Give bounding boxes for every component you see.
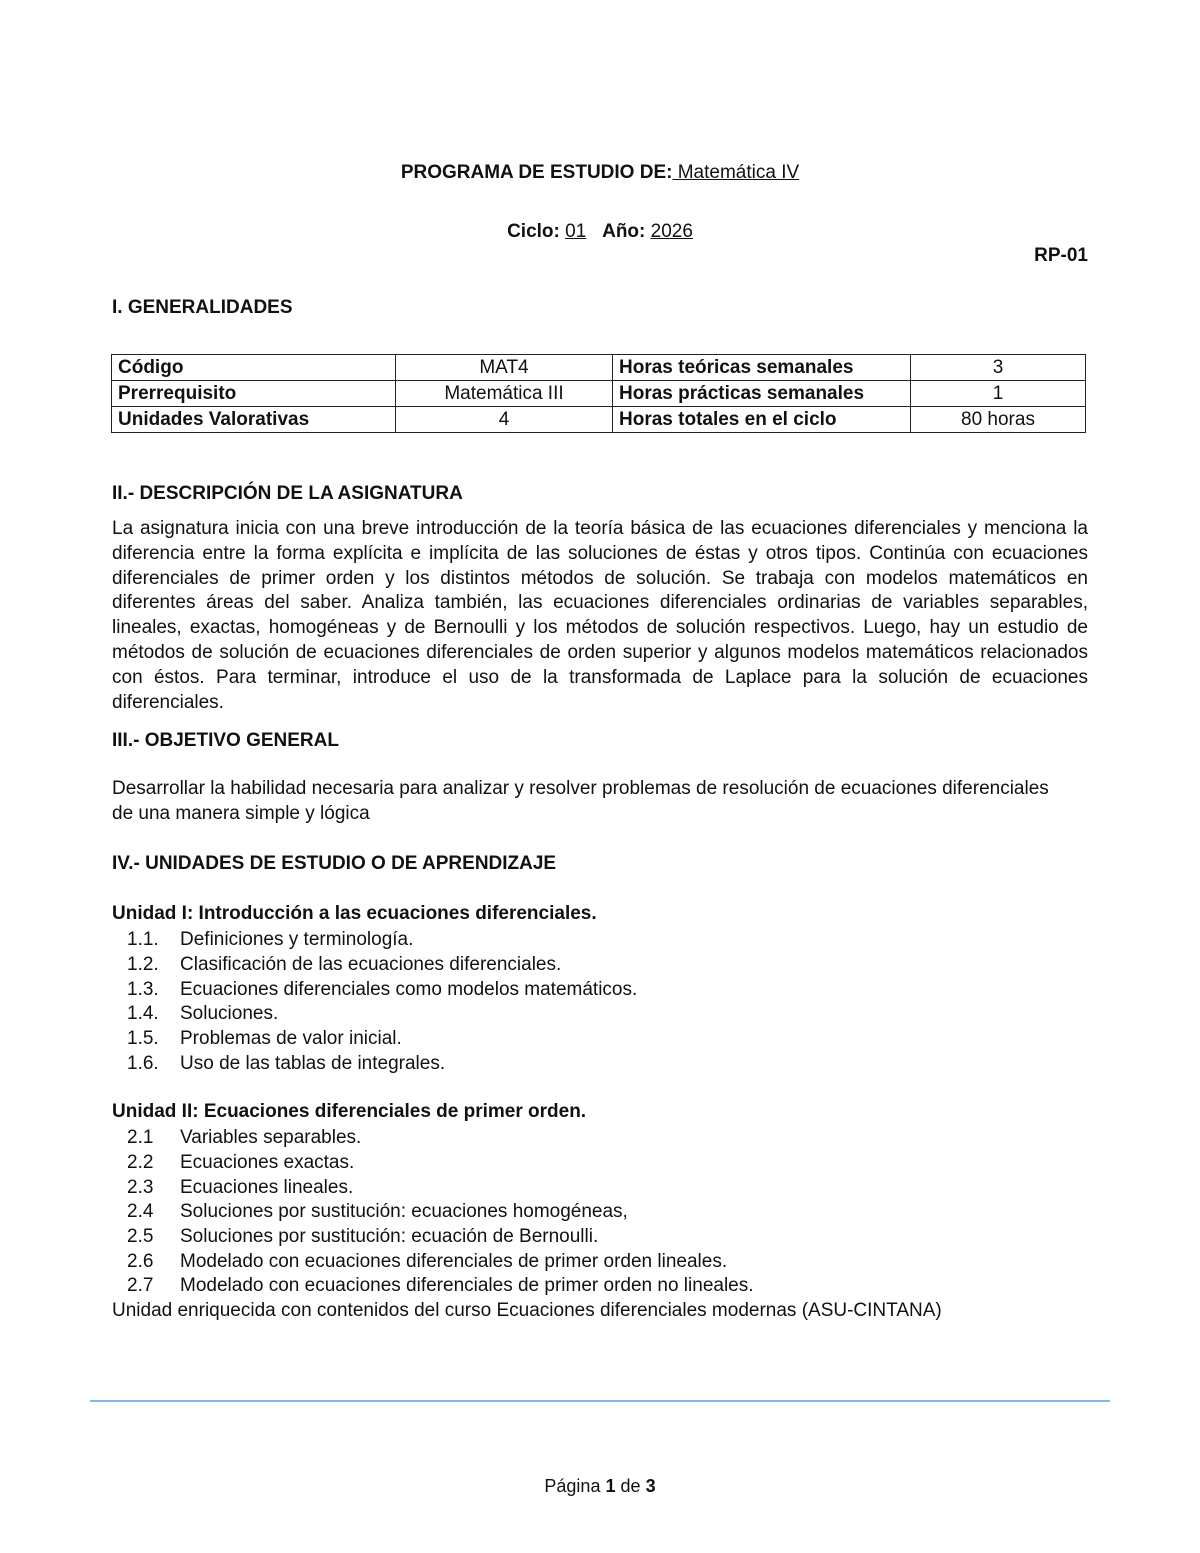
page-total: 3 <box>645 1476 656 1496</box>
table-cell-label: Horas totales en el ciclo <box>613 407 911 433</box>
list-item <box>112 1225 1092 1250</box>
item-number: 2.4 <box>127 1201 154 1222</box>
list-item <box>112 928 1092 953</box>
course-name: Matemática IV <box>672 162 800 183</box>
table-cell-value: 3 <box>911 355 1086 381</box>
objetivo-paragraph: Desarrollar la habilidad necesaria para analizar y resolver problemas de resolución de ecuaciones diferenciales de una manera simple y lógica <box>112 778 1049 824</box>
section-objetivo-title: III.- OBJETIVO GENERAL <box>112 730 339 751</box>
list-item <box>112 1200 1092 1225</box>
item-text: Soluciones. <box>180 1003 279 1024</box>
table-cell-label: Horas prácticas semanales <box>613 381 911 407</box>
table-cell-value: 4 <box>396 407 613 433</box>
program-label: PROGRAMA DE ESTUDIO DE: <box>400 162 673 183</box>
page-number <box>0 1476 1200 1497</box>
descripcion-paragraph: La asignatura inicia con una breve introducción de la teoría básica de las ecuaciones diferenciales y menciona la diferencia entre la forma explícita e implícita de las soluciones de éstas y otros tipos. Continúa con ecuaciones diferenciales de primer orden y los distintos métodos de solución. Se trabaja con modelos matemáticos en diferentes áreas del saber. Analiza también, las ecuaciones diferenciales ordinarias de variables separables, lineales, exactas, homogéneas y de Bernoulli y los métodos de solución respectivos. Luego, hay un estudio de métodos de solución de ecuaciones diferenciales de orden superior y algunos modelos matemáticos relacionados con éstos. Para terminar, introduce el uso de la transformada de Laplace para la solución de ecuaciones diferenciales. <box>112 518 1088 713</box>
list-item <box>112 1274 1092 1299</box>
generalidades-table <box>111 354 1086 433</box>
doc-code: RP-01 <box>1034 245 1088 266</box>
table-cell-value: MAT4 <box>396 355 613 381</box>
item-text: Soluciones por sustitución: ecuación de Bernoulli. <box>180 1226 599 1247</box>
footer-divider <box>90 1400 1110 1402</box>
item-number: 2.7 <box>127 1275 154 1296</box>
item-text: Problemas de valor inicial. <box>180 1028 402 1049</box>
cycle-year-line <box>0 221 1200 243</box>
unit2-title: Unidad II: Ecuaciones diferenciales de primer orden. <box>112 1101 587 1122</box>
list-item <box>112 1151 1092 1176</box>
table-cell-label: Prerrequisito <box>112 381 396 407</box>
page-current: 1 <box>605 1476 616 1496</box>
section-descripcion-title: II.- DESCRIPCIÓN DE LA ASIGNATURA <box>112 483 463 504</box>
item-text: Clasificación de las ecuaciones diferenciales. <box>180 954 562 975</box>
list-item <box>112 1027 1092 1052</box>
list-item <box>112 1002 1092 1027</box>
section-generalidades-title: I. GENERALIDADES <box>112 297 293 318</box>
table-cell-label: Unidades Valorativas <box>112 407 396 433</box>
item-text: Modelado con ecuaciones diferenciales de primer orden lineales. <box>180 1251 728 1272</box>
item-number: 2.1 <box>127 1127 154 1148</box>
item-number: 2.6 <box>127 1251 154 1272</box>
unit1-title: Unidad I: Introducción a las ecuaciones diferenciales. <box>112 903 597 924</box>
list-item <box>112 1052 1092 1077</box>
ciclo-label: Ciclo: <box>507 221 560 242</box>
table-cell-label: Horas teóricas semanales <box>613 355 911 381</box>
item-number: 1.3. <box>127 979 159 1000</box>
section-unidades-title: IV.- UNIDADES DE ESTUDIO O DE APRENDIZAJE <box>112 853 557 874</box>
item-text: Uso de las tablas de integrales. <box>180 1053 446 1074</box>
table-cell-label: Código <box>112 355 396 381</box>
item-text: Ecuaciones lineales. <box>180 1177 354 1198</box>
table-row <box>112 407 1086 433</box>
page-of: de <box>620 1476 641 1496</box>
item-number: 2.5 <box>127 1226 154 1247</box>
list-item <box>112 953 1092 978</box>
item-text: Definiciones y terminología. <box>180 929 414 950</box>
list-item <box>112 1176 1092 1201</box>
item-text: Variables separables. <box>180 1127 362 1148</box>
item-number: 1.2. <box>127 954 159 975</box>
item-number: 2.3 <box>127 1177 154 1198</box>
table-cell-value: 1 <box>911 381 1086 407</box>
table-row <box>112 355 1086 381</box>
item-text: Modelado con ecuaciones diferenciales de primer orden no lineales. <box>180 1275 754 1296</box>
page-label: Página <box>544 1476 601 1496</box>
program-title <box>0 162 1200 184</box>
table-cell-value: 80 horas <box>911 407 1086 433</box>
item-text: Ecuaciones exactas. <box>180 1152 355 1173</box>
item-text: Ecuaciones diferenciales como modelos matemáticos. <box>180 979 638 1000</box>
anio-label: Año: <box>602 221 646 242</box>
item-text: Soluciones por sustitución: ecuaciones homogéneas, <box>180 1201 628 1222</box>
table-row <box>112 381 1086 407</box>
item-number: 1.4. <box>127 1003 159 1024</box>
item-number: 1.1. <box>127 929 159 950</box>
unit2-note: Unidad enriquecida con contenidos del curso Ecuaciones diferenciales modernas (ASU-CINTANA) <box>112 1300 942 1321</box>
list-item <box>112 1250 1092 1275</box>
item-number: 2.2 <box>127 1152 154 1173</box>
anio-value: 2026 <box>650 221 693 242</box>
item-number: 1.5. <box>127 1028 159 1049</box>
list-item <box>112 1126 1092 1151</box>
item-number: 1.6. <box>127 1053 159 1074</box>
list-item <box>112 978 1092 1003</box>
table-cell-value: Matemática III <box>396 381 613 407</box>
ciclo-value: 01 <box>565 221 587 242</box>
